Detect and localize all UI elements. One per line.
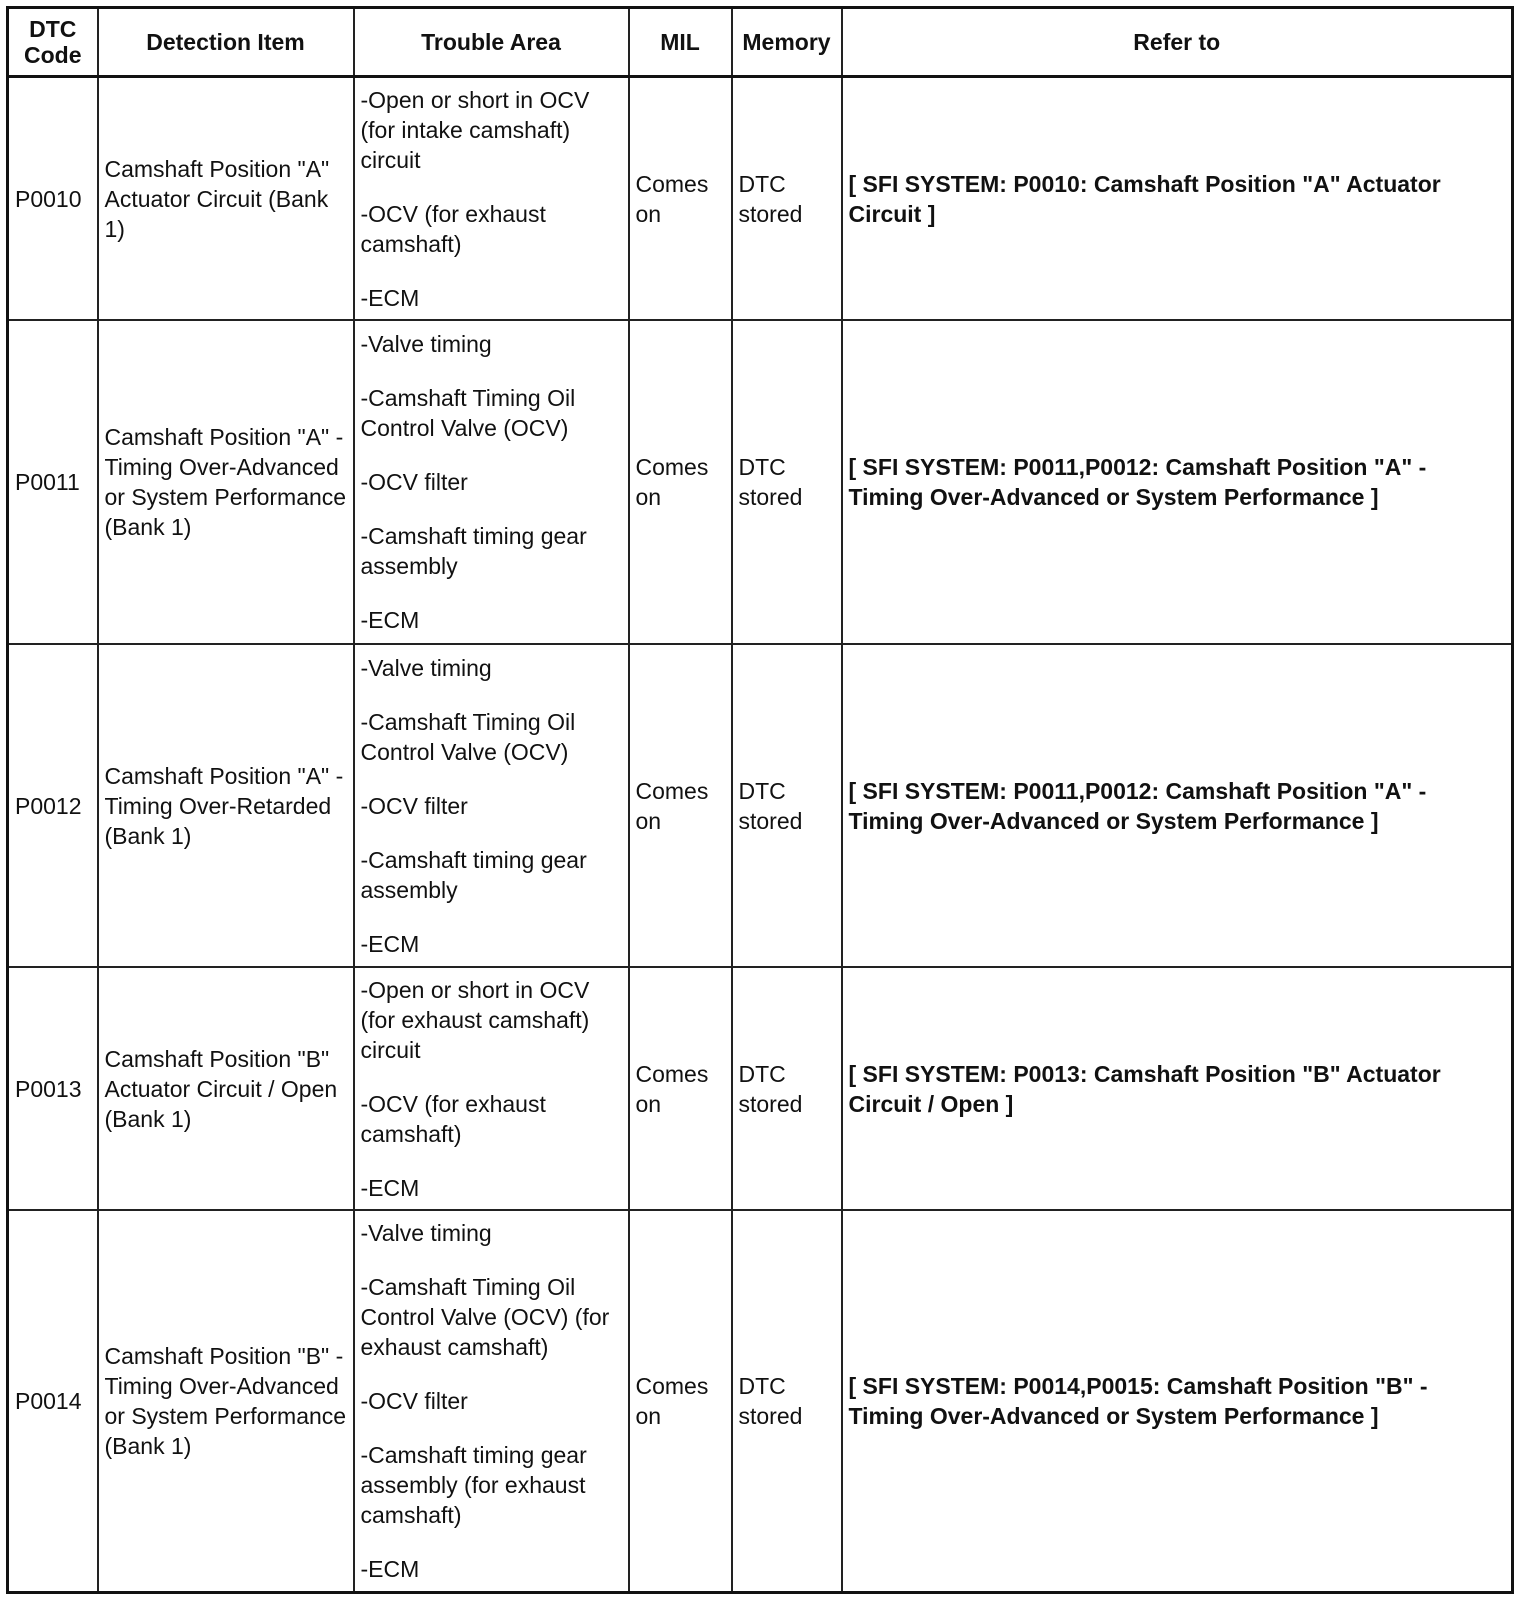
refer-to-link[interactable]: [ SFI SYSTEM: P0014,P0015: Camshaft Position "B" - Timing Over-Advanced or System Performance ] (842, 1210, 1513, 1593)
trouble-area-item: -Camshaft Timing Oil Control Valve (OCV) (360, 708, 576, 765)
header-dtc-code (8, 8, 98, 77)
trouble-area-item: -Camshaft timing gear assembly (360, 523, 587, 579)
table-row (8, 1210, 1513, 1593)
trouble-area-item: -ECM (360, 1556, 420, 1582)
detection-item-cell: Camshaft Position "A" - Timing Over-Advanced or System Performance (Bank 1) (98, 320, 354, 644)
trouble-area-item: -Camshaft Timing Oil Control Valve (OCV) (for exhaust camshaft) (360, 1274, 610, 1360)
mil-cell: Comes on (629, 320, 732, 644)
detection-item-cell: Camshaft Position "B" Actuator Circuit / Open (Bank 1) (98, 967, 354, 1210)
memory-cell: DTC stored (732, 320, 842, 644)
memory-cell: DTC stored (732, 967, 842, 1210)
dtc-code-cell: P0014 (8, 1210, 98, 1593)
trouble-area-item: -Valve timing (360, 331, 492, 357)
memory-cell: DTC stored (732, 77, 842, 321)
trouble-area-item: -OCV filter (360, 792, 468, 819)
dtc-code-cell: P0010 (8, 77, 98, 321)
header-refer-to: Refer to (842, 8, 1513, 77)
trouble-area-item: -OCV (for exhaust camshaft) (360, 200, 546, 257)
refer-to-link[interactable]: [ SFI SYSTEM: P0011,P0012: Camshaft Position "A" - Timing Over-Advanced or System Performance ] (842, 644, 1513, 967)
table-row (8, 320, 1513, 644)
memory-cell: DTC stored (732, 1210, 842, 1593)
header-mil: MIL (629, 8, 732, 77)
header-detection-item: Detection Item (98, 8, 354, 77)
trouble-area-item: -Open or short in OCV (for intake camshaft) circuit (360, 86, 590, 173)
detection-item-cell: Camshaft Position "A" Actuator Circuit (Bank 1) (98, 77, 354, 321)
table-row (8, 77, 1513, 321)
header-dtc-code-line1: DTC (29, 16, 77, 42)
refer-to-link[interactable]: [ SFI SYSTEM: P0010: Camshaft Position "A" Actuator Circuit ] (842, 77, 1513, 321)
header-trouble-area: Trouble Area (354, 8, 629, 77)
mil-cell: Comes on (629, 1210, 732, 1593)
trouble-area-item: -Camshaft timing gear assembly (for exhaust camshaft) (360, 1442, 587, 1528)
trouble-area-item: -ECM (360, 607, 420, 633)
trouble-area-cell (354, 320, 629, 644)
table-row (8, 644, 1513, 967)
trouble-area-cell (354, 1210, 629, 1593)
trouble-area-item: -OCV filter (360, 1388, 468, 1414)
mil-cell: Comes on (629, 967, 732, 1210)
dtc-code-cell: P0012 (8, 644, 98, 967)
header-memory: Memory (732, 8, 842, 77)
trouble-area-item: -ECM (360, 284, 420, 311)
trouble-area-item: -ECM (360, 930, 420, 957)
trouble-area-item: -ECM (360, 1174, 420, 1201)
detection-item-cell: Camshaft Position "A" - Timing Over-Retarded (Bank 1) (98, 644, 354, 967)
table-header (8, 8, 1513, 77)
header-row (8, 8, 1513, 77)
mil-cell: Comes on (629, 644, 732, 967)
table-body (8, 77, 1513, 1593)
refer-to-link[interactable]: [ SFI SYSTEM: P0011,P0012: Camshaft Position "A" - Timing Over-Advanced or System Performance ] (842, 320, 1513, 644)
trouble-area-item: -Valve timing (360, 1220, 492, 1246)
trouble-area-cell (354, 644, 629, 967)
table-row (8, 967, 1513, 1210)
detection-item-cell: Camshaft Position "B" - Timing Over-Advanced or System Performance (Bank 1) (98, 1210, 354, 1593)
dtc-code-cell: P0011 (8, 320, 98, 644)
header-dtc-code-line2: Code (24, 42, 82, 68)
trouble-area-item: -Camshaft timing gear assembly (360, 846, 587, 903)
trouble-area-cell (354, 77, 629, 321)
mil-cell: Comes on (629, 77, 732, 321)
trouble-area-item: -OCV (for exhaust camshaft) (360, 1090, 546, 1147)
trouble-area-item: -OCV filter (360, 469, 468, 495)
dtc-code-cell: P0013 (8, 967, 98, 1210)
memory-cell: DTC stored (732, 644, 842, 967)
trouble-area-cell (354, 967, 629, 1210)
dtc-table (6, 6, 1514, 1594)
trouble-area-item: -Valve timing (360, 654, 492, 681)
refer-to-link[interactable]: [ SFI SYSTEM: P0013: Camshaft Position "B" Actuator Circuit / Open ] (842, 967, 1513, 1210)
trouble-area-item: -Open or short in OCV (for exhaust camshaft) circuit (360, 976, 590, 1063)
trouble-area-item: -Camshaft Timing Oil Control Valve (OCV) (360, 385, 576, 441)
